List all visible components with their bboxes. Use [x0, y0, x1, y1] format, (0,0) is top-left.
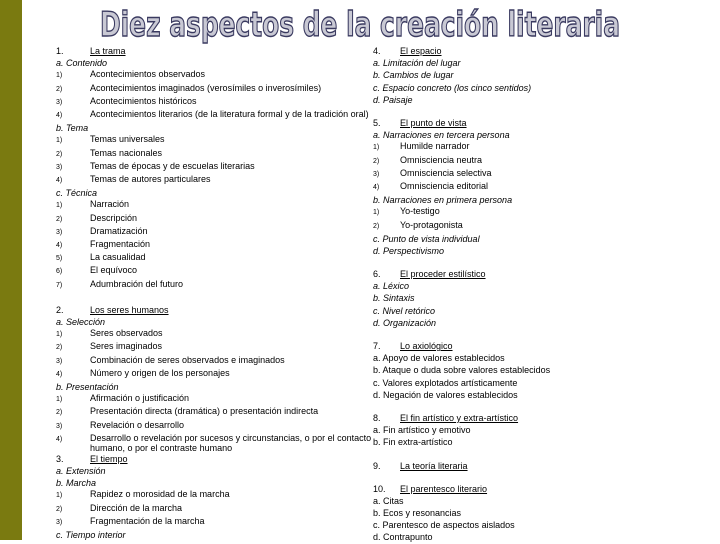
item-number: 4): [373, 183, 380, 191]
subsection-label: c. Espacio concreto (los cinco sentidos): [373, 82, 532, 93]
subsection-label: c. Técnica: [56, 188, 98, 199]
item-number: 4): [56, 111, 63, 119]
section-number: 6.: [373, 269, 381, 280]
list-item: [56, 134, 376, 147]
subsection-label: a. Léxico: [373, 281, 410, 292]
list-item: [56, 148, 376, 161]
item-text: Temas nacionales: [90, 147, 163, 158]
section-number: 5.: [373, 117, 381, 128]
section-title: El fin artístico y extra-artístico: [400, 412, 519, 423]
section-title: El punto de vista: [400, 117, 467, 128]
list-item: [56, 252, 376, 265]
section-number: 10.: [373, 483, 386, 494]
title-wordart: [90, 0, 630, 48]
item-list: [56, 393, 376, 453]
item-number: 3): [56, 228, 63, 236]
section-heading: [373, 117, 573, 129]
section-number: 8.: [373, 412, 381, 423]
list-item: [56, 69, 376, 82]
item-text: Fragmentación de la marcha: [90, 515, 205, 526]
list-item: [56, 96, 376, 109]
item-text: Omnisciencia selectiva: [400, 167, 492, 178]
section-title: El tiempo: [90, 453, 128, 464]
item-number: 1): [56, 331, 63, 339]
subsection-list: [373, 57, 573, 106]
item-number: 3): [56, 163, 63, 171]
subsection-label: d. Perspectivismo: [373, 245, 445, 256]
list-item: [56, 109, 376, 122]
item-number: 4): [56, 435, 63, 443]
item-list: [373, 141, 573, 194]
item-text: Acontecimientos históricos: [90, 95, 197, 106]
subsection-label: a. Extensión: [56, 465, 106, 476]
item-number: 3): [56, 422, 63, 430]
subsection-label: b. Sintaxis: [373, 293, 415, 304]
list-item: [56, 341, 376, 354]
title-text: Diez aspectos de la creación literaria: [100, 5, 620, 45]
item-number: 1): [56, 492, 63, 500]
section-number: 2.: [56, 304, 64, 315]
subsection-label: c. Tiempo interior: [56, 529, 126, 540]
item-number: 3): [56, 98, 63, 106]
item-list: [56, 69, 376, 122]
subsection-label: d. Contrapunto: [373, 532, 433, 543]
section-heading: [373, 45, 573, 57]
item-list: [56, 489, 376, 529]
item-number: 3): [373, 170, 380, 178]
item-number: 2): [56, 150, 63, 158]
item-number: 2): [56, 409, 63, 417]
list-item: [56, 265, 376, 278]
section-number: 3.: [56, 453, 64, 464]
section-heading: [56, 453, 376, 465]
item-text: Temas universales: [90, 134, 165, 145]
list-item: [56, 279, 376, 292]
subsection-label: b. Tema: [56, 123, 89, 134]
list-item: [373, 141, 573, 154]
item-text: Presentación directa (dramática) o presentación indirecta: [90, 406, 319, 417]
list-item: [56, 355, 376, 368]
item-text: Seres observados: [90, 328, 163, 339]
subsection-label: b. Fin extra-artístico: [373, 437, 453, 448]
list-item: [56, 433, 376, 453]
item-text: Número y origen de los personajes: [90, 367, 230, 378]
item-list: [56, 328, 376, 381]
item-text: Temas de épocas y de escuelas literarias: [90, 160, 255, 171]
item-text: Dramatización: [90, 225, 148, 236]
list-item: [56, 239, 376, 252]
list-item: [373, 206, 573, 219]
item-list: [56, 134, 376, 187]
section-heading: [373, 268, 573, 280]
list-item: [56, 199, 376, 212]
subsection-label: a. Contenido: [56, 58, 108, 69]
list-item: [56, 83, 376, 96]
page-title: [90, 0, 630, 48]
item-number: 2): [56, 505, 63, 513]
subsection-list: [373, 280, 573, 329]
section-title: Los seres humanos: [90, 304, 169, 315]
list-item: [56, 213, 376, 226]
item-text: Dirección de la marcha: [90, 502, 183, 513]
subsection-label: c. Nivel retórico: [373, 305, 436, 316]
subsection-label: d. Negación de valores establecidos: [373, 389, 518, 400]
subsection-label: c. Parentesco de aspectos aislados: [373, 520, 515, 531]
item-list: [373, 206, 573, 232]
item-number: 1): [56, 202, 63, 210]
item-text: Fragmentación: [90, 238, 151, 249]
item-number: 1): [373, 144, 380, 152]
item-number: 2): [373, 157, 380, 165]
item-text: Seres imaginados: [90, 341, 163, 352]
item-number: 1): [56, 72, 63, 80]
item-text: Yo-testigo: [400, 206, 440, 217]
item-text: Humilde narrador: [400, 141, 470, 152]
item-number: 2): [56, 344, 63, 352]
subsection-label: a. Citas: [373, 495, 404, 506]
list-item: [373, 168, 573, 181]
section-heading: [56, 304, 376, 316]
item-text: Omnisciencia neutra: [400, 154, 483, 165]
list-item: [373, 220, 573, 233]
item-number: 4): [56, 241, 63, 249]
subsection-list: [373, 352, 573, 401]
item-number: 6): [56, 268, 63, 276]
item-text: Descripción: [90, 212, 138, 223]
subsection-label: a. Narraciones en tercera persona: [373, 130, 510, 141]
section-heading: [373, 412, 573, 424]
item-number: 1): [56, 396, 63, 404]
item-text: Acontecimientos literarios (de la literatura formal y de la tradición oral): [90, 108, 369, 119]
item-number: 3): [56, 357, 63, 365]
subsection-label: b. Presentación: [56, 381, 119, 392]
subsection-label: a. Selección: [56, 316, 106, 327]
subsection-label: b. Ecos y resonancias: [373, 508, 462, 519]
list-item: [56, 489, 376, 502]
section-title: Lo axiológico: [400, 341, 453, 352]
item-text: Narración: [90, 199, 130, 210]
section-number: 4.: [373, 46, 381, 56]
item-number: 2): [56, 85, 63, 93]
left-column: [56, 45, 376, 541]
list-item: [56, 161, 376, 174]
item-text: Yo-protagonista: [400, 219, 463, 230]
subsection-label: c. Punto de vista individual: [373, 233, 480, 244]
subsection-list: [373, 424, 573, 448]
subsection-label: a. Fin artístico y emotivo: [373, 425, 471, 436]
subsection-label: b. Narraciones en primera persona: [373, 195, 513, 206]
section-title: La trama: [90, 46, 126, 56]
item-number: 2): [373, 222, 380, 230]
list-item: [56, 226, 376, 239]
section-title: El espacio: [400, 46, 442, 56]
item-text: Afirmación o justificación: [90, 393, 190, 404]
item-text: Adumbración del futuro: [90, 278, 184, 289]
section-title: La teoría literaria: [400, 460, 468, 471]
item-text: El equívoco: [90, 265, 138, 276]
section-heading: [373, 483, 573, 495]
list-item: [56, 516, 376, 529]
section-number: 7.: [373, 341, 381, 352]
list-item: [56, 328, 376, 341]
item-number: 3): [56, 518, 63, 526]
item-text: Acontecimientos observados: [90, 69, 206, 80]
right-column: [373, 45, 573, 544]
section-number: 9.: [373, 460, 381, 471]
item-text: Combinación de seres observados e imaginados: [90, 354, 285, 365]
item-number: 4): [56, 176, 63, 184]
item-text: Desarrollo o revelación por sucesos y circunstancias, o por el contacto humano, o por el contraste humano: [90, 432, 372, 453]
subsection-list: [373, 495, 573, 544]
subsection-label: c. Valores explotados artísticamente: [373, 377, 518, 388]
item-number: 1): [56, 137, 63, 145]
section-title: El proceder estilístico: [400, 269, 486, 280]
subsection-label: a. Limitación del lugar: [373, 58, 461, 69]
item-text: La casualidad: [90, 252, 146, 263]
item-text: Rapidez o morosidad de la marcha: [90, 489, 230, 500]
item-list: [56, 199, 376, 291]
item-text: Revelación o desarrollo: [90, 419, 185, 430]
list-item: [56, 174, 376, 187]
subsection-label: d. Organización: [373, 317, 437, 328]
subsection-label: b. Cambios de lugar: [373, 70, 454, 81]
list-item: [56, 503, 376, 516]
list-item: [56, 368, 376, 381]
item-number: 2): [56, 215, 63, 223]
section-heading: [56, 45, 376, 57]
subsection-label: d. Paisaje: [373, 94, 413, 105]
item-text: Omnisciencia editorial: [400, 180, 489, 191]
item-text: Acontecimientos imaginados (verosímiles o inverosímiles): [90, 82, 322, 93]
list-item: [373, 155, 573, 168]
subsection-label: b. Marcha: [56, 478, 97, 489]
section-heading: [373, 340, 573, 352]
subsection-label: b. Ataque o duda sobre valores establecidos: [373, 365, 551, 376]
list-item: [373, 181, 573, 194]
item-number: 7): [56, 281, 63, 289]
list-item: [56, 420, 376, 433]
item-text: Temas de autores particulares: [90, 173, 211, 184]
section-number: 1.: [56, 46, 64, 56]
list-item: [56, 393, 376, 406]
section-title: El parentesco literario: [400, 483, 488, 494]
section-heading: [373, 460, 573, 472]
item-number: 5): [56, 255, 63, 263]
item-number: 4): [56, 370, 63, 378]
subsection-label: a. Apoyo de valores establecidos: [373, 353, 505, 364]
left-accent-bar: [0, 0, 22, 540]
list-item: [56, 406, 376, 419]
item-number: 1): [373, 209, 380, 217]
